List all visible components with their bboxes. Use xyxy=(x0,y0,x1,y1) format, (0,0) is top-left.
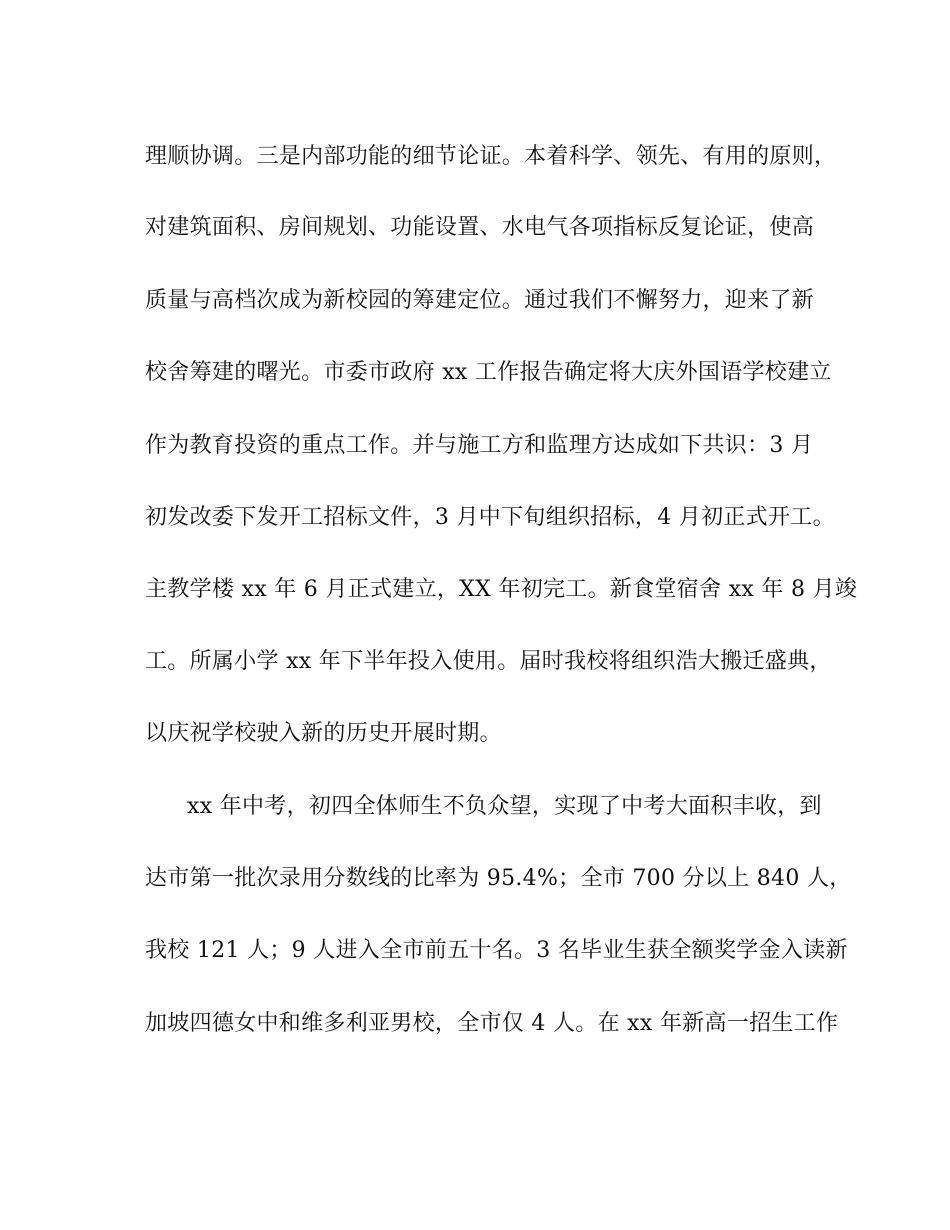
paragraph-line: 对建筑面积、房间规划、功能设置、水电气各项指标反复论证，使高 xyxy=(145,215,815,240)
paragraph-line: 作为教育投资的重点工作。并与施工方和监理方达成如下共识：3 月 xyxy=(145,433,814,458)
paragraph-line: 主教学楼 xx 年 6 月正式建立，XX 年初完工。新食堂宿舍 xx 年 8 月竣 xyxy=(145,577,858,602)
paragraph-line: 达市第一批次录用分数线的比率为 95.4%；全市 700 分以上 840 人， xyxy=(145,866,852,891)
paragraph-line: 我校 121 人；9 人进入全市前五十名。3 名毕业生获全额奖学金入读新 xyxy=(145,938,848,963)
paragraph-line: 校舍筹建的曙光。市委市政府 xx 工作报告确定将大庆外国语学校建立 xyxy=(145,360,832,385)
paragraph-line: 工。所属小学 xx 年下半年投入使用。届时我校将组织浩大搬迁盛典， xyxy=(145,649,832,674)
paragraph-line: 初发改委下发开工招标文件，3 月中下旬组织招标，4 月初正式开工。 xyxy=(145,505,835,530)
paragraph-line: xx 年中考，初四全体师生不负众望，实现了中考大面积丰收，到 xyxy=(187,794,822,819)
paragraph-line: 理顺协调。三是内部功能的细节论证。本着科学、领先、有用的原则， xyxy=(145,144,837,169)
paragraph-line: 质量与高档次成为新校园的筹建定位。通过我们不懈努力，迎来了新 xyxy=(145,288,815,313)
paragraph-line: 以庆祝学校驶入新的历史开展时期。 xyxy=(145,721,502,746)
paragraph-line: 加坡四德女中和维多利亚男校，全市仅 4 人。在 xx 年新高一招生工作 xyxy=(145,1011,839,1036)
